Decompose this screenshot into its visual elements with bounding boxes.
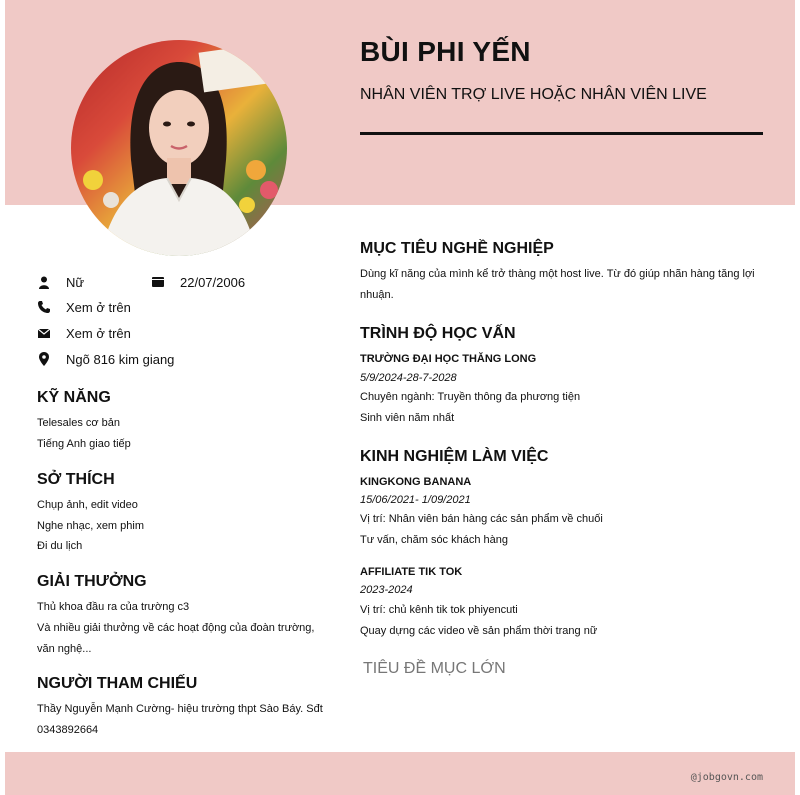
address-value: Ngõ 816 kim giang	[66, 351, 175, 367]
header-divider	[360, 132, 763, 135]
references-title: NGƯỜI THAM CHIẾU	[37, 675, 198, 692]
job-company: AFFILIATE TIK TOK	[360, 566, 463, 578]
hobby-item: Đi du lịch	[37, 540, 83, 552]
objective-title: MỤC TIÊU NGHỀ NGHIỆP	[360, 240, 554, 257]
awards-title: GIẢI THƯỞNG	[37, 573, 147, 590]
experience-title: KINH NGHIỆM LÀM VIỆC	[360, 448, 549, 465]
hobbies-title: SỞ THÍCH	[37, 471, 115, 488]
skill-item: Tiếng Anh giao tiếp	[37, 438, 131, 450]
job-detail: Vị trí: chủ kênh tik tok phiyencuti	[360, 604, 518, 616]
objective-text-line: Dùng kĩ năng của mình kể trở thàng một host live. Từ đó giúp nhãn hàng tăng lợi	[360, 268, 755, 280]
phone-icon	[37, 300, 51, 314]
award-item: văn nghệ...	[37, 643, 92, 655]
education-major: Chuyên ngành: Truyền thông đa phương tiện	[360, 391, 581, 403]
dob-value: 22/07/2006	[180, 274, 246, 290]
job-detail: Tư vấn, chăm sóc khách hàng	[360, 534, 508, 546]
section-title-placeholder: TIÊU ĐỀ MỤC LỚN	[363, 660, 506, 677]
hobby-item: Nghe nhạc, xem phim	[37, 520, 144, 532]
gender-row	[37, 272, 84, 292]
skill-item: Telesales cơ bản	[37, 417, 121, 429]
candidate-role: NHÂN VIÊN TRỢ LIVE HOẶC NHÂN VIÊN LIVE	[360, 86, 707, 103]
email-row	[37, 323, 131, 343]
award-item: Và nhiều giải thưởng về các hoạt động của đoàn trường,	[37, 622, 315, 634]
job-detail: Quay dựng các video về sản phẩm thời trang nữ	[360, 625, 598, 637]
calendar-icon	[151, 275, 165, 289]
reference-item: Thầy Nguyễn Mạnh Cường- hiệu trường thpt Sào Báy. Sđt	[37, 703, 323, 715]
phone-row	[37, 297, 131, 317]
dob-row	[151, 272, 245, 292]
hobby-item: Chụp ảnh, edit video	[37, 499, 138, 511]
phone-value: Xem ở trên	[66, 299, 131, 315]
avatar	[71, 40, 287, 256]
award-item: Thủ khoa đầu ra của trường c3	[37, 601, 190, 613]
reference-item: 0343892664	[37, 724, 99, 736]
job-period: 2023-2024	[360, 584, 413, 596]
education-period: 5/9/2024-28-7-2028	[360, 372, 457, 384]
email-value: Xem ở trên	[66, 325, 131, 341]
education-year: Sinh viên năm nhất	[360, 412, 455, 424]
address-row	[37, 349, 174, 369]
watermark: @jobgovn.com	[690, 772, 763, 783]
candidate-name: BÙI PHI YẾN	[360, 36, 531, 67]
job-detail: Vị trí: Nhân viên bán hàng các sản phẩm về chuối	[360, 513, 603, 525]
person-icon	[37, 275, 51, 289]
school-name: TRƯỜNG ĐẠI HỌC THĂNG LONG	[360, 353, 537, 365]
education-title: TRÌNH ĐỘ HỌC VẤN	[360, 325, 516, 342]
objective-text-line: nhuận.	[360, 289, 394, 301]
job-company: KINGKONG BANANA	[360, 476, 472, 488]
skills-title: KỸ NĂNG	[37, 389, 111, 406]
job-period: 15/06/2021- 1/09/2021	[360, 494, 471, 506]
footer-band	[5, 752, 795, 795]
cv-page	[5, 0, 795, 795]
location-pin-icon	[37, 352, 51, 366]
envelope-icon	[37, 326, 51, 340]
gender-value: Nữ	[66, 274, 85, 290]
